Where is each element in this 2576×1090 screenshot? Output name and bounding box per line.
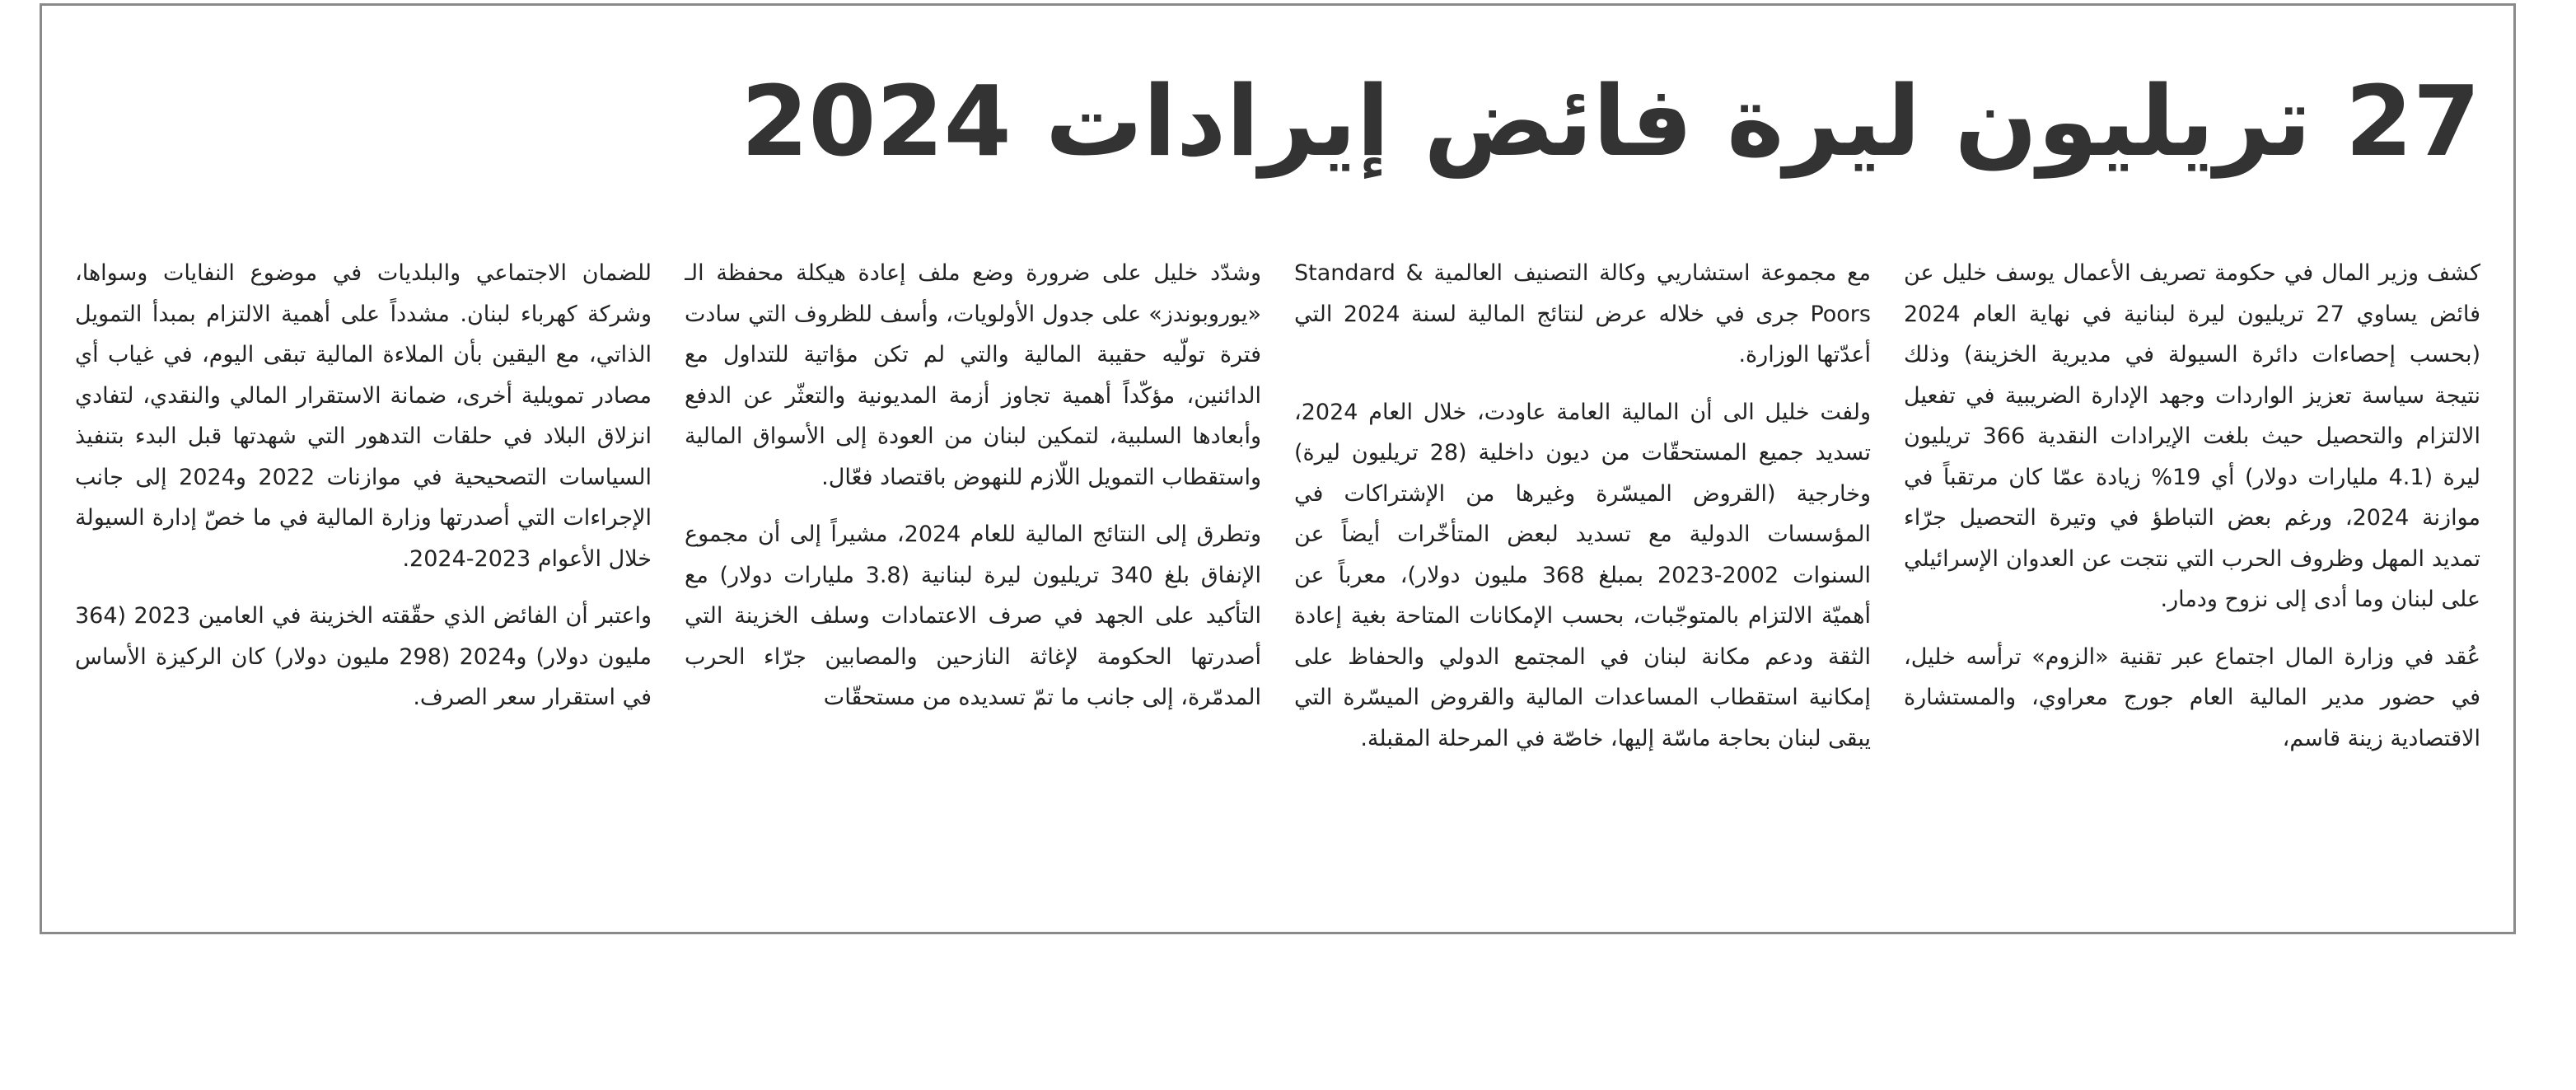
paragraph: وشدّد خليل على ضرورة وضع ملف إعادة هيكلة محفظة الـ «يوروبوندز» على جدول الأولويات، وأسف للظروف التي سادت فترة تولّيه حقيبة المالية والتي لم تكن مؤاتية للتداول مع الدائنين، مؤكّداً أهمية تجاوز أزمة المديونية والتعثّر عن الدفع وأبعادها السلبية، لتمكين لبنان من العودة إلى الأسواق المالية واستقطاب التمويل اللّازم للنهوض باقتصاد فعّال. (685, 260, 1261, 490)
article-columns (75, 253, 2480, 896)
article-column-1 (1904, 253, 2480, 896)
paragraph: واعتبر أن الفائض الذي حقّقته الخزينة في العامين 2023 (364 مليون دولار) و2024 (298 مليون دولار) كان الركيزة الأساس في استقرار سعر الصرف. (75, 603, 652, 710)
paragraph: وتطرق إلى النتائج المالية للعام 2024، مشيراً إلى أن مجموع الإنفاق بلغ 340 تريليون ليرة لبنانية (3.8 مليارات دولار) مع التأكيد على الجهد في صرف الاعتمادات وسلف الخزينة التي أصدرتها الحكومة لإغاثة النازحين والمصابين جرّاء الحرب المدمّرة، إلى جانب ما تمّ تسديده من مستحقّات (685, 522, 1261, 710)
paragraph: للضمان الاجتماعي والبلديات في موضوع النفايات وسواها، وشركة كهرباء لبنان. مشدداً على أهمية الالتزام بمبدأ التمويل الذاتي، مع اليقين بأن الملاءة المالية تبقى اليوم، في غياب أي مصادر تمويلية أخرى، ضمانة الاستقرار المالي والنقدي، لتفادي انزلاق البلاد في حلقات التدهور التي شهدتها قبل البدء بتنفيذ السياسات التصحيحية في موازنات 2022 و2024 إلى جانب الإجراءات التي أصدرتها وزارة المالية في ما خصّ إدارة السيولة خلال الأعوام 2023-2024. (75, 260, 652, 572)
paragraph: مع مجموعة استشاريي وكالة التصنيف العالمية Standard & Poors جرى في خلاله عرض لنتائج المالية لسنة 2024 التي أعدّتها الوزارة. (1294, 260, 1871, 367)
article-column-3 (685, 253, 1261, 896)
paragraph: ولفت خليل الى أن المالية العامة عاودت، خلال العام 2024، تسديد جميع المستحقّات من ديون داخلية (28 تريليون ليرة) وخارجية (القروض الميسّرة وغيرها من الإشتراكات في المؤسسات الدولية مع تسديد لبعض المتأخّرات أيضاً عن السنوات 2002-2023 بمبلغ 368 مليون دولار)، معرباً عن أهميّة الالتزام بالمتوجّبات، بحسب الإمكانات المتاحة بغية إعادة الثقة ودعم مكانة لبنان في المجتمع الدولي والحفاظ على إمكانية استقطاب المساعدات المالية والقروض الميسّرة التي يبقى لبنان بحاجة ماسّة إليها، خاصّة في المرحلة المقبلة. (1294, 399, 1871, 751)
article-frame (40, 3, 2516, 934)
paragraph: عُقد في وزارة المال اجتماع عبر تقنية «الزوم» ترأسه خليل، في حضور مدير المالية العام جورج معراوي، والمستشارة الاقتصادية زينة قاسم، (1904, 643, 2480, 751)
article-headline: 27 تريليون ليرة فائض إيرادات 2024 (741, 64, 2480, 178)
article-column-4 (75, 253, 652, 896)
paragraph: كشف وزير المال في حكومة تصريف الأعمال يوسف خليل عن فائض يساوي 27 تريليون ليرة لبنانية في نهاية العام 2024 (بحسب إحصاءات دائرة السيولة في مديرية الخزينة) وذلك نتيجة سياسة تعزيز الواردات وجهد الإدارة الضريبية في تفعيل الالتزام والتحصيل حيث بلغت الإيرادات النقدية 366 تريليون ليرة (4.1 مليارات دولار) أي 19% زيادة عمّا كان مرتقباً في موازنة 2024، ورغم بعض التباطؤ في وتيرة التحصيل جرّاء تمديد المهل وظروف الحرب التي نتجت عن العدوان الإسرائيلي على لبنان وما أدى إلى نزوح ودمار. (1904, 260, 2480, 612)
article-column-2 (1294, 253, 1871, 896)
